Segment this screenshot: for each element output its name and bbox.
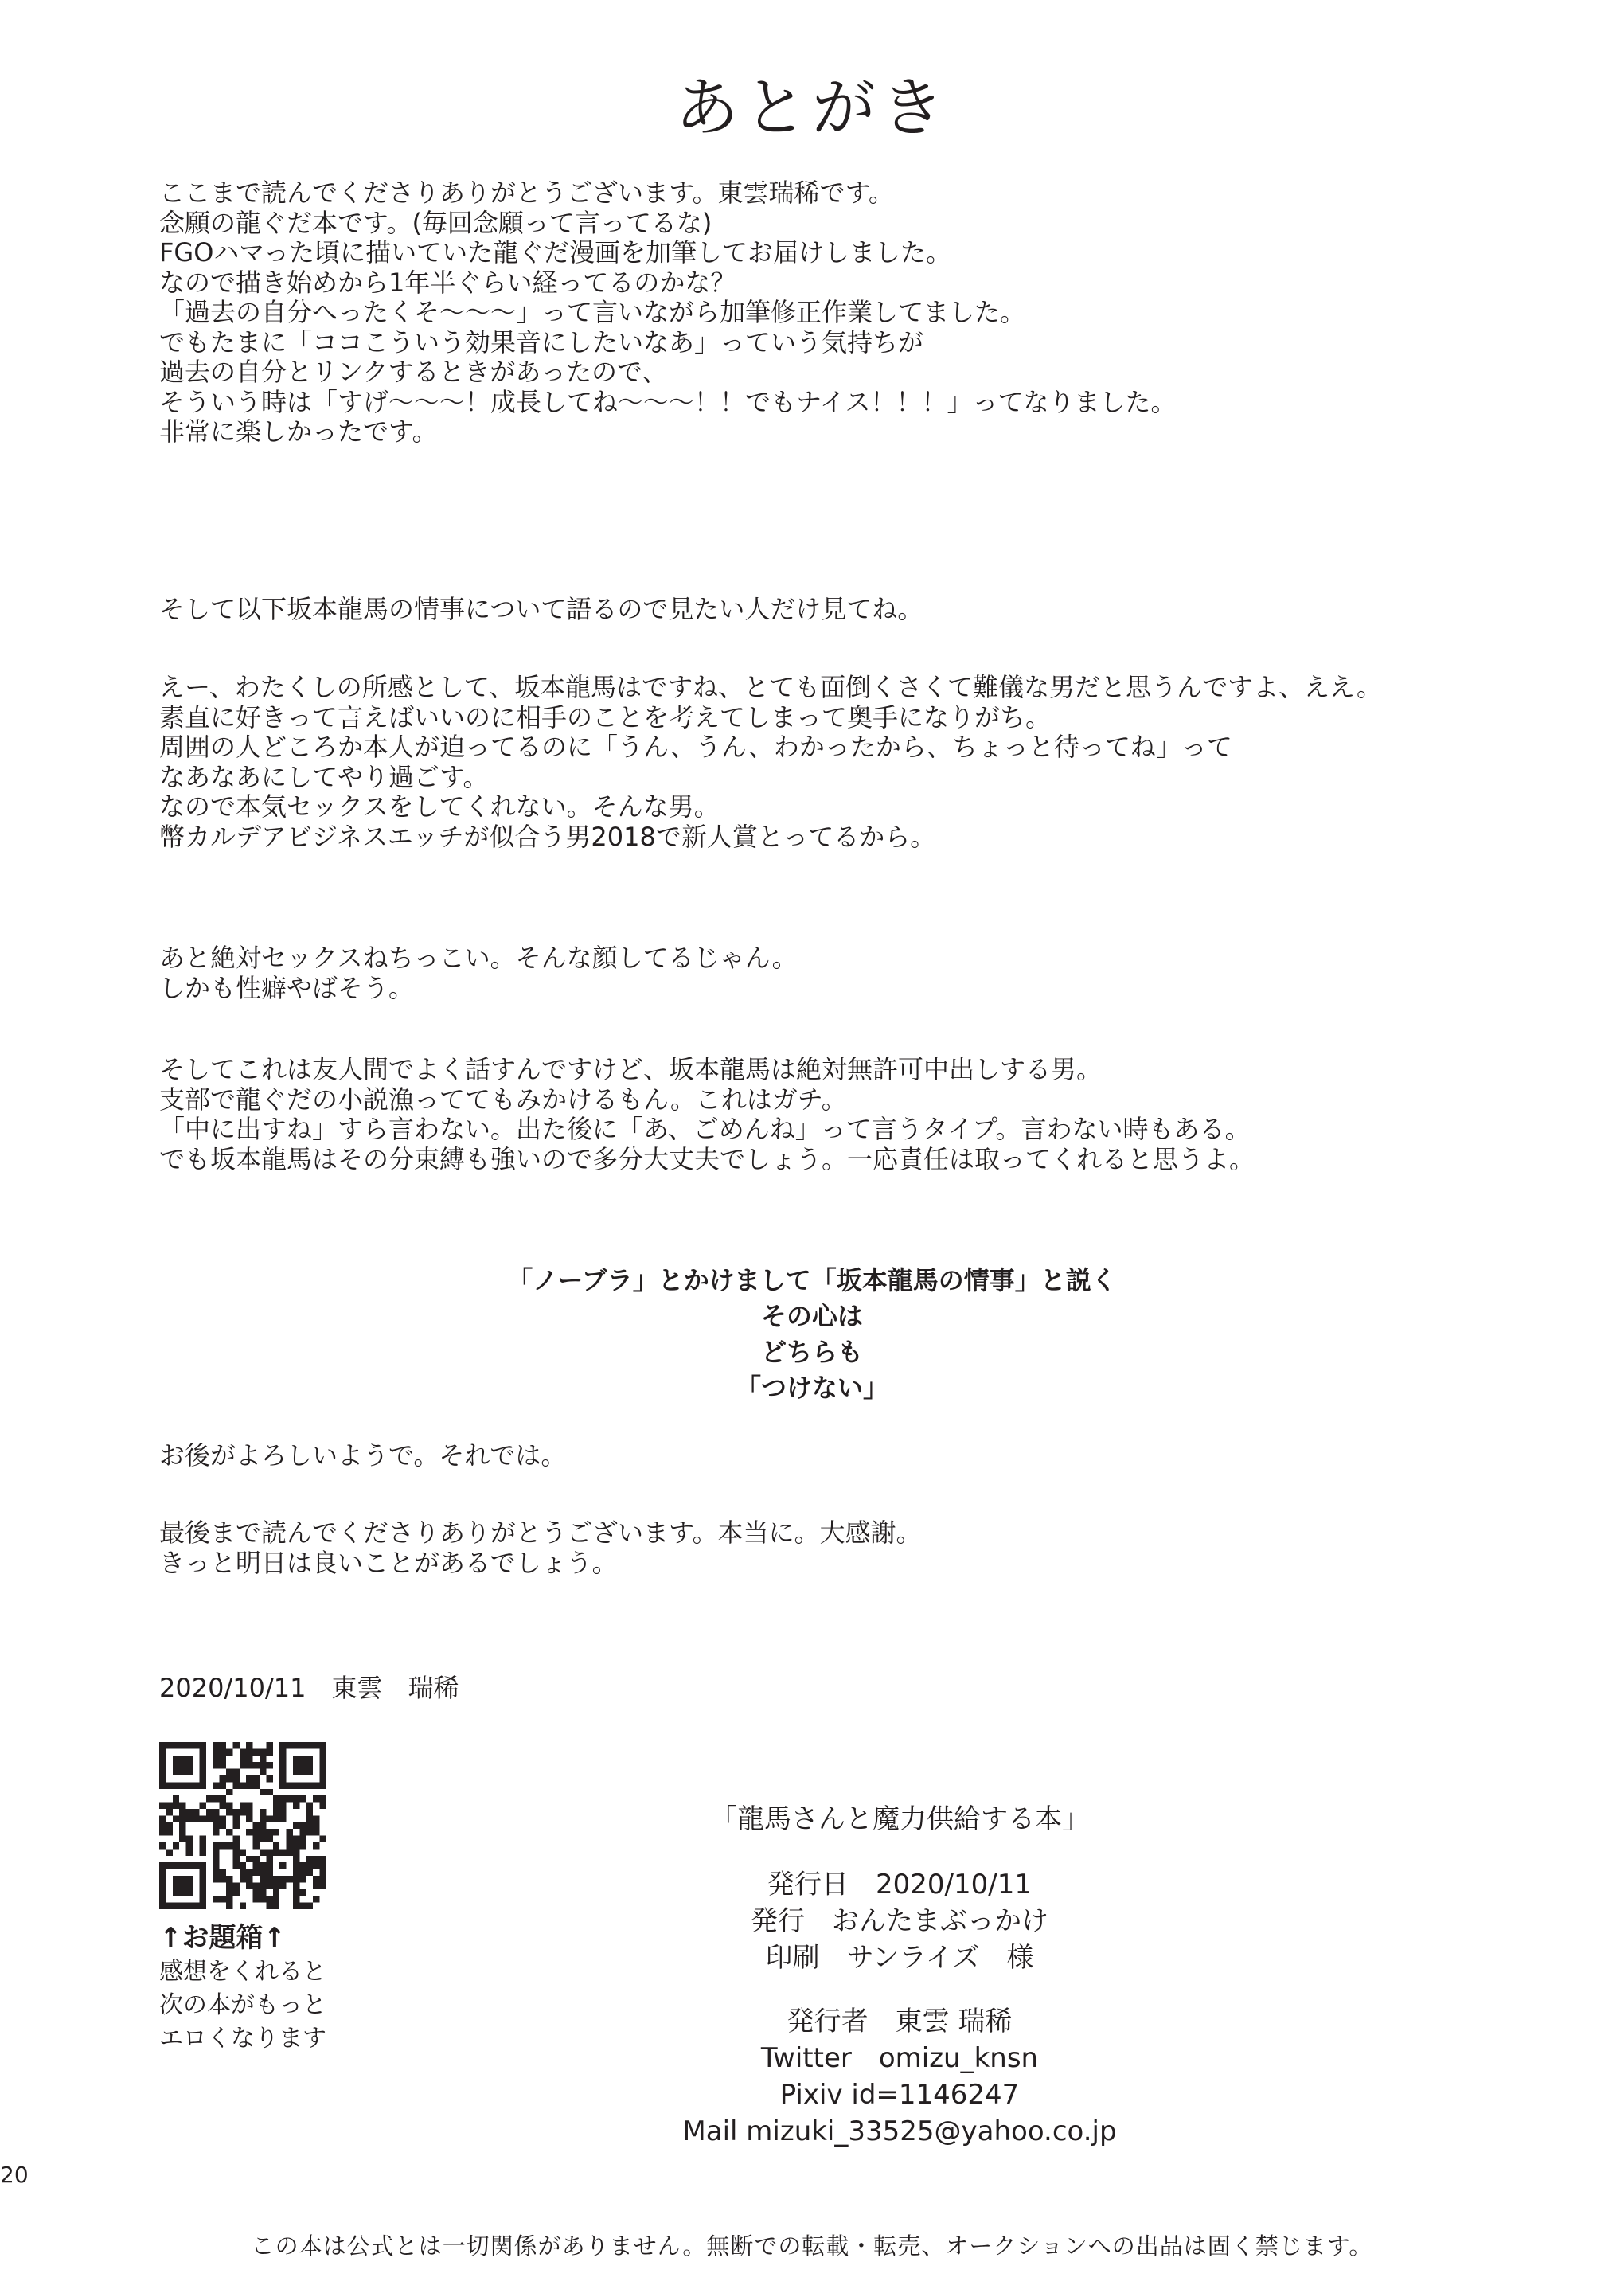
closing-line bbox=[159, 1441, 1560, 1471]
pun-line: 「ノーブラ」とかけまして「坂本龍馬の情事」と説く bbox=[507, 1265, 1117, 1295]
colophon bbox=[589, 1801, 1210, 2150]
text-line: えー、わたくしの所感として、坂本龍馬はですね、とても面倒くさくて難儀な男だと思うんですよ、ええ。 bbox=[159, 672, 1383, 702]
text-line: 支部で龍ぐだの小説漁っててもみかけるもん。これはガチ。 bbox=[159, 1084, 847, 1115]
circle-name: 発行 おんたまぶっかけ bbox=[751, 1905, 1048, 1937]
text-line: ここまで読んでくださりありがとうございます。東雲瑞稀です。 bbox=[159, 178, 894, 208]
qr-caption-heading: ↑お題箱↑ bbox=[159, 1922, 286, 1954]
twitter-handle: Twitter omizu_knsn bbox=[760, 2042, 1039, 2074]
section-character bbox=[159, 673, 1560, 852]
text-line: 周囲の人どころか本人が迫ってるのに「うん、うん、わかったから、ちょっと待ってね」って bbox=[159, 732, 1232, 762]
text-line: そういう時は「すげ〜〜〜！成長してね〜〜〜！！でもナイス！！！」ってなりました。 bbox=[159, 386, 1177, 417]
pun-line: その心は bbox=[760, 1301, 863, 1331]
pun-line: どちらも bbox=[760, 1337, 863, 1367]
qr-caption-line: エロくなります bbox=[159, 2025, 326, 2053]
section-tastes bbox=[159, 943, 1560, 1003]
disclaimer: この本は公式とは一切関係がありません。無断での転載・転売、オークションへの出品は固く禁じます。 bbox=[251, 2232, 1373, 2260]
text-line: 過去の自分とリンクするときがあったので、 bbox=[159, 357, 668, 387]
signature bbox=[159, 1674, 1560, 1704]
text-line: 「中に出すね」すら言わない。出た後に「あ、ごめんね」って言うタイプ。言わない時もある。 bbox=[159, 1114, 1251, 1144]
text-line: そしてこれは友人間でよく話すんですけど、坂本龍馬は絶対無許可中出しする男。 bbox=[159, 1054, 1103, 1084]
qr-caption-line: 感想をくれると bbox=[159, 1958, 326, 1986]
book-title: 「龍馬さんと魔力供給する本」 bbox=[710, 1803, 1089, 1835]
qr-code-icon[interactable] bbox=[159, 1742, 326, 1909]
signature-text: 2020/10/11 東雲 瑞稀 bbox=[159, 1673, 459, 1703]
page-title: あとがき bbox=[675, 71, 949, 145]
section-friends bbox=[159, 1055, 1560, 1174]
text-line: 非常に楽しかったです。 bbox=[159, 416, 438, 447]
text-line: きっと明日は良いことがあるでしょう。 bbox=[159, 1547, 618, 1578]
text-line: 念願の龍ぐだ本です。(毎回念願って言ってるな) bbox=[159, 207, 712, 238]
text-line: なので本気セックスをしてくれない。そんな男。 bbox=[159, 791, 720, 822]
text-line: 素直に好きって言えばいいのに相手のことを考えてしまって奥手になりがち。 bbox=[159, 701, 1052, 732]
text-line: しかも性癖やばそう。 bbox=[159, 972, 415, 1003]
mail-address: Mail mizuki_33525@yahoo.co.jp bbox=[682, 2115, 1117, 2147]
pun-block bbox=[0, 1263, 1624, 1406]
section-lead bbox=[159, 595, 1560, 625]
publish-date: 発行日 2020/10/11 bbox=[767, 1869, 1032, 1900]
text-line: あと絶対セックスねちっこい。そんな顔してるじゃん。 bbox=[159, 943, 798, 973]
pun-line: 「つけない」 bbox=[735, 1373, 888, 1403]
text-line: でもたまに「ココこういう効果音にしたいなあ」っていう気持ちが bbox=[159, 326, 924, 357]
closing-paragraph bbox=[159, 1518, 1560, 1578]
printer-name: 印刷 サンライズ 様 bbox=[765, 1942, 1034, 1974]
page-number: 20 bbox=[0, 2162, 29, 2188]
text-line: FGOハマった頃に描いていた龍ぐだ漫画を加筆してお届けしました。 bbox=[159, 237, 952, 268]
qr-caption-line: 次の本がもっと bbox=[159, 1991, 326, 2019]
intro-paragraph bbox=[159, 178, 1560, 447]
text-line: 幣カルデアビジネスエッチが似合う男2018で新人賞とってるから。 bbox=[159, 821, 936, 852]
text-line: なあなあにしてやり過ごす。 bbox=[159, 761, 489, 792]
text-line: そして以下坂本龍馬の情事について語るので見たい人だけ見てね。 bbox=[159, 594, 923, 624]
text-line: 最後まで読んでくださりありがとうございます。本当に。大感謝。 bbox=[159, 1518, 922, 1548]
publisher-name: 発行者 東雲 瑞稀 bbox=[787, 2006, 1013, 2037]
text-line: でも坂本龍馬はその分束縛も強いので多分大丈夫でしょう。一応責任は取ってくれると思うよ。 bbox=[159, 1143, 1255, 1174]
qr-caption bbox=[159, 1920, 326, 2056]
text-line: なので描き始めから1年半ぐらい経ってるのかな？ bbox=[159, 267, 736, 298]
text-line: お後がよろしいようで。それでは。 bbox=[159, 1440, 567, 1471]
text-line: 「過去の自分へったくそ〜〜〜」って言いながら加筆修正作業してました。 bbox=[159, 297, 1026, 327]
pixiv-id: Pixiv id=1146247 bbox=[779, 2079, 1020, 2111]
